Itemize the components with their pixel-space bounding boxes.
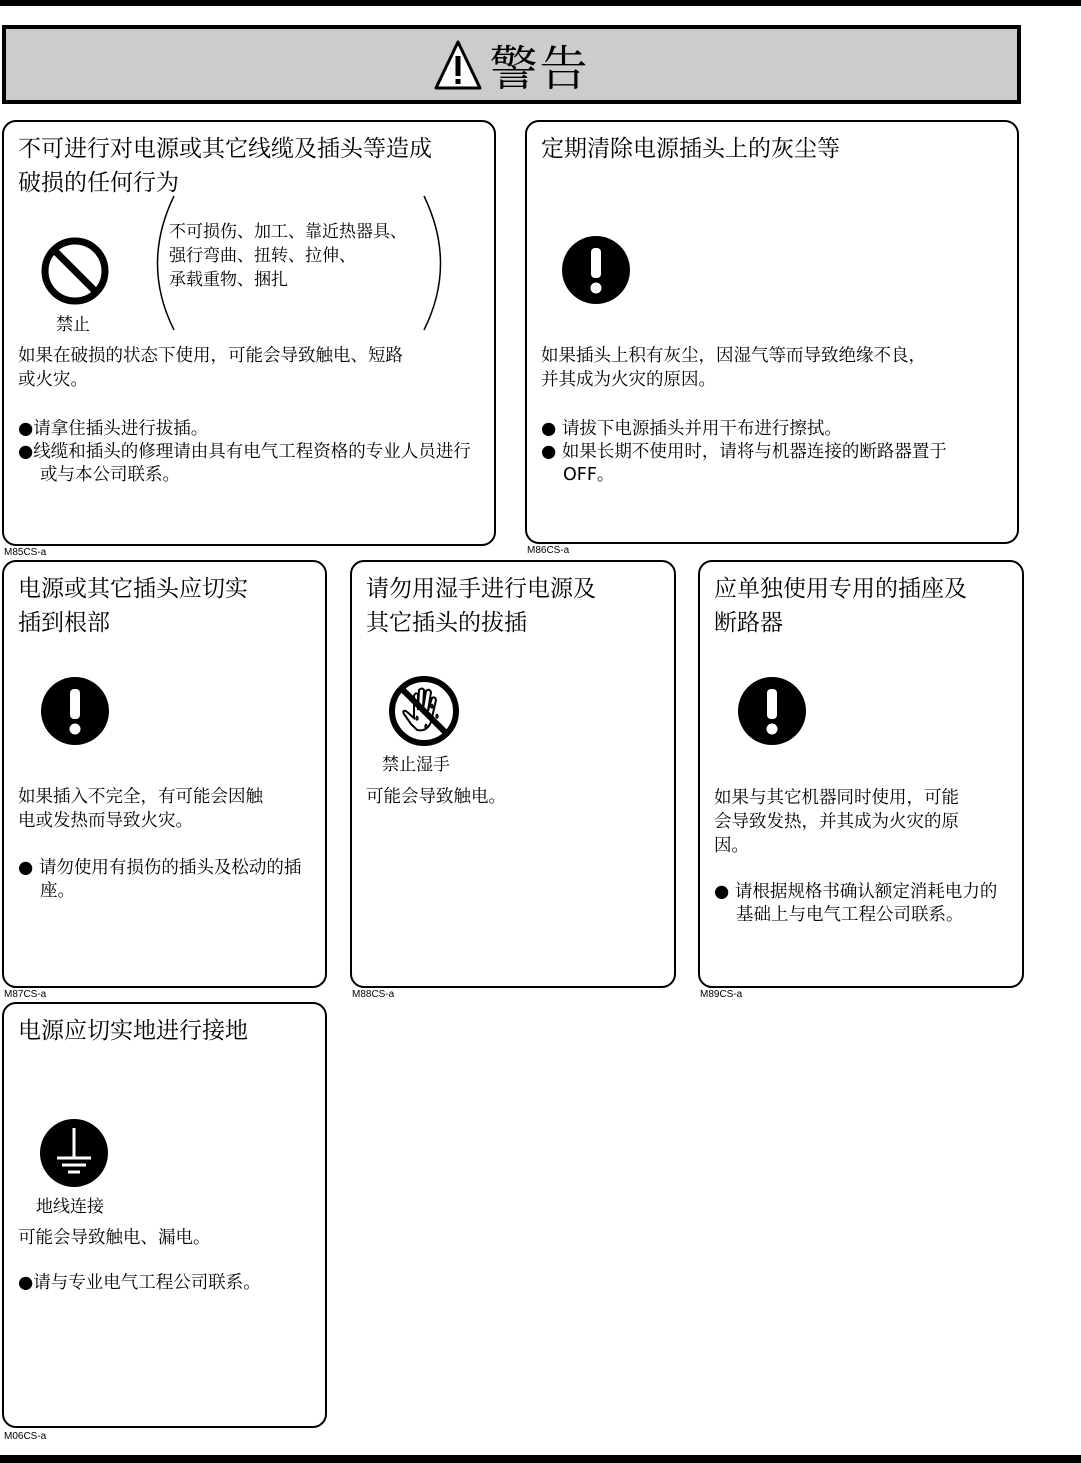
card-damaged-cables [2, 120, 496, 546]
card-code: M89CS-a [700, 989, 743, 1000]
card-bullets: ● 请勿使用有损伤的插头及松动的插座。 [18, 858, 302, 901]
card-code: M86CS-a [527, 545, 570, 556]
card-code: M85CS-a [4, 547, 47, 558]
mandatory-icon [737, 676, 807, 746]
card-plug-fully [2, 560, 327, 988]
card-body: 如果在破损的状态下使用，可能会导致触电、短路 或火灾。 [18, 346, 403, 390]
card-title: 请勿用湿手进行电源及 其它插头的拔插 [366, 576, 596, 636]
card-body: 可能会导致触电。 [366, 787, 506, 807]
card-title: 电源应切实地进行接地 [18, 1018, 248, 1044]
icon-caption: 禁止湿手 [382, 755, 450, 775]
warning-header [2, 25, 1021, 104]
card-title: 不可进行对电源或其它线缆及插头等造成 破损的任何行为 [18, 136, 432, 196]
card-bullets: ●请拿住插头进行拔插。 ●线缆和插头的修理请由具有电气工程资格的专业人员进行或与本公司联系。 [18, 419, 471, 485]
icon-caption: 地线连接 [36, 1197, 104, 1217]
card-code: M88CS-a [352, 989, 395, 1000]
header-title: 警告 [489, 41, 590, 97]
card-title: 应单独使用专用的插座及 断路器 [714, 576, 967, 636]
card-code: M87CS-a [4, 989, 47, 1000]
ground-icon [39, 1118, 109, 1188]
icon-caption: 禁止 [56, 315, 90, 335]
card-wet-hands [350, 560, 676, 988]
card-dedicated-outlet [698, 560, 1024, 988]
prohibited-icon [40, 236, 110, 306]
card-body: 如果插头上积有灰尘，因湿气等而导致绝缘不良， 并其成为火灾的原因。 [541, 346, 926, 390]
no-wet-hands-icon [387, 674, 461, 748]
mandatory-icon [40, 676, 110, 746]
card-body: 可能会导致触电、漏电。 [18, 1228, 211, 1248]
mandatory-icon [561, 235, 631, 305]
card-bullets: ●请与专业电气工程公司联系。 [18, 1273, 261, 1293]
prohibited-actions: 不可损伤、加工、靠近热器具、 强行弯曲、扭转、拉伸、 承载重物、捆扎 [169, 222, 407, 290]
card-grounding [2, 1002, 327, 1428]
card-title: 电源或其它插头应切实 插到根部 [18, 576, 248, 636]
warning-triangle-icon [433, 39, 483, 91]
card-body: 如果插入不完全，有可能会因触 电或发热而导致火灾。 [18, 787, 263, 831]
card-title: 定期清除电源插头上的灰尘等 [541, 136, 840, 162]
card-bullets: ● 请根据规格书确认额定消耗电力的基础上与电气工程公司联系。 [714, 882, 998, 925]
card-code: M06CS-a [4, 1431, 47, 1442]
card-clean-dust [525, 120, 1019, 544]
bottom-rule [0, 1455, 1081, 1463]
card-body: 如果与其它机器同时使用，可能 会导致发热，并其成为火灾的原 因。 [714, 788, 959, 856]
top-rule [0, 0, 1081, 6]
card-bullets: ● 请拔下电源插头并用干布进行擦拭。 ● 如果长期不使用时，请将与机器连接的断路器置于OFF。 [541, 419, 947, 485]
